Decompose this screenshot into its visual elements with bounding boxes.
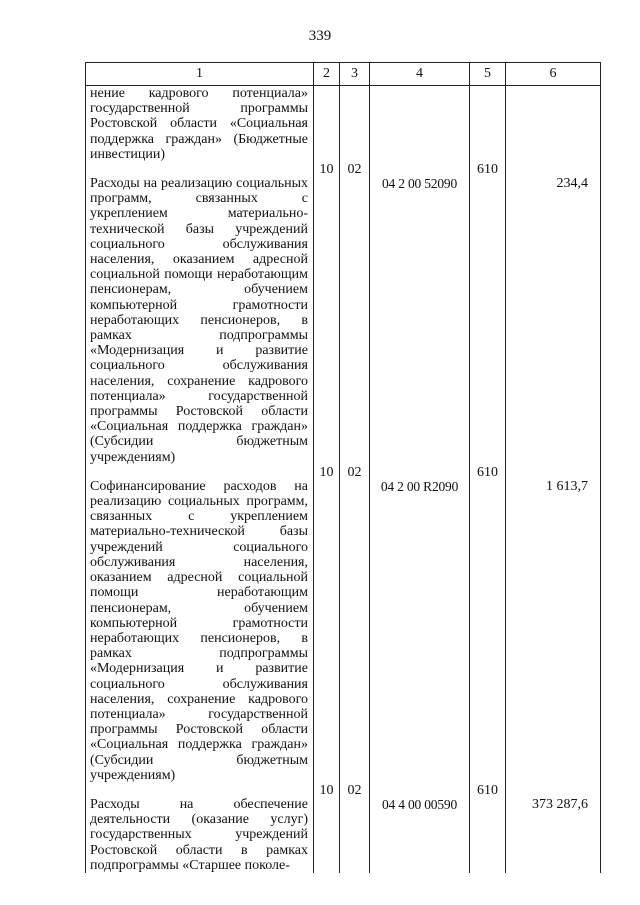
row-description: нение кадрового потенциала» государственной программы Ростовской области «Социальная поддержка граждан» (Бюджетные инвестиции) bbox=[86, 86, 314, 163]
table-row bbox=[86, 465, 601, 783]
row-target-code: 04 2 00 R2090 bbox=[370, 465, 470, 783]
row-target-code bbox=[370, 86, 470, 163]
table-row bbox=[86, 162, 601, 465]
row-section bbox=[314, 86, 340, 163]
row-subsection: 02 bbox=[340, 783, 370, 873]
row-subsection: 02 bbox=[340, 162, 370, 465]
budget-table bbox=[85, 62, 601, 873]
table-row bbox=[86, 783, 601, 873]
row-target-code: 04 4 00 00590 bbox=[370, 783, 470, 873]
row-subsection bbox=[340, 86, 370, 163]
row-subsection: 02 bbox=[340, 465, 370, 783]
table-row bbox=[86, 86, 601, 163]
row-expense-type: 610 bbox=[470, 783, 506, 873]
row-amount: 1 613,7 bbox=[506, 465, 601, 783]
column-header-6: 6 bbox=[506, 63, 601, 86]
table-header-row bbox=[86, 63, 601, 86]
row-description: Расходы на реализацию социальных программ, связанных с укреплением материально-технической базы учреждений социального обслуживания населения, оказанием адресной социальной помощи неработающим пенсионерам, обучением компьютерной грамотности неработающих пенсионеров, в рамках подпрограммы «Модернизация и развитие социального обслуживания населения, сохранение кадрового потенциала» государственной программы Ростовской области «Социальная поддержка граждан» (Субсидии бюджетным учреждениям) bbox=[86, 162, 314, 465]
column-header-1: 1 bbox=[86, 63, 314, 86]
row-amount: 373 287,6 bbox=[506, 783, 601, 873]
row-target-code: 04 2 00 52090 bbox=[370, 162, 470, 465]
row-section: 10 bbox=[314, 465, 340, 783]
row-expense-type bbox=[470, 86, 506, 163]
row-amount bbox=[506, 86, 601, 163]
row-amount: 234,4 bbox=[506, 162, 601, 465]
column-header-5: 5 bbox=[470, 63, 506, 86]
column-header-2: 2 bbox=[314, 63, 340, 86]
page-number: 339 bbox=[308, 28, 332, 44]
row-section: 10 bbox=[314, 162, 340, 465]
column-header-4: 4 bbox=[370, 63, 470, 86]
row-description: Софинансирование расходов на реализацию социальных программ, связанных с укреплением материально-технической базы учреждений социального обслуживания населения, оказанием адресной социальной помощи неработающим пенсионерам, обучением компьютерной грамотности неработающих пенсионеров, в рамках подпрограммы «Модернизация и развитие социального обслуживания населения, сохранение кадрового потенциала» государственной программы Ростовской области «Социальная поддержка граждан» (Субсидии бюджетным учреждениям) bbox=[86, 465, 314, 783]
row-expense-type: 610 bbox=[470, 162, 506, 465]
row-section: 10 bbox=[314, 783, 340, 873]
column-header-3: 3 bbox=[340, 63, 370, 86]
row-description: Расходы на обеспечение деятельности (оказание услуг) государственных учреждений Ростовской области в рамках подпрограммы «Старшее поколе- bbox=[86, 783, 314, 873]
row-expense-type: 610 bbox=[470, 465, 506, 783]
